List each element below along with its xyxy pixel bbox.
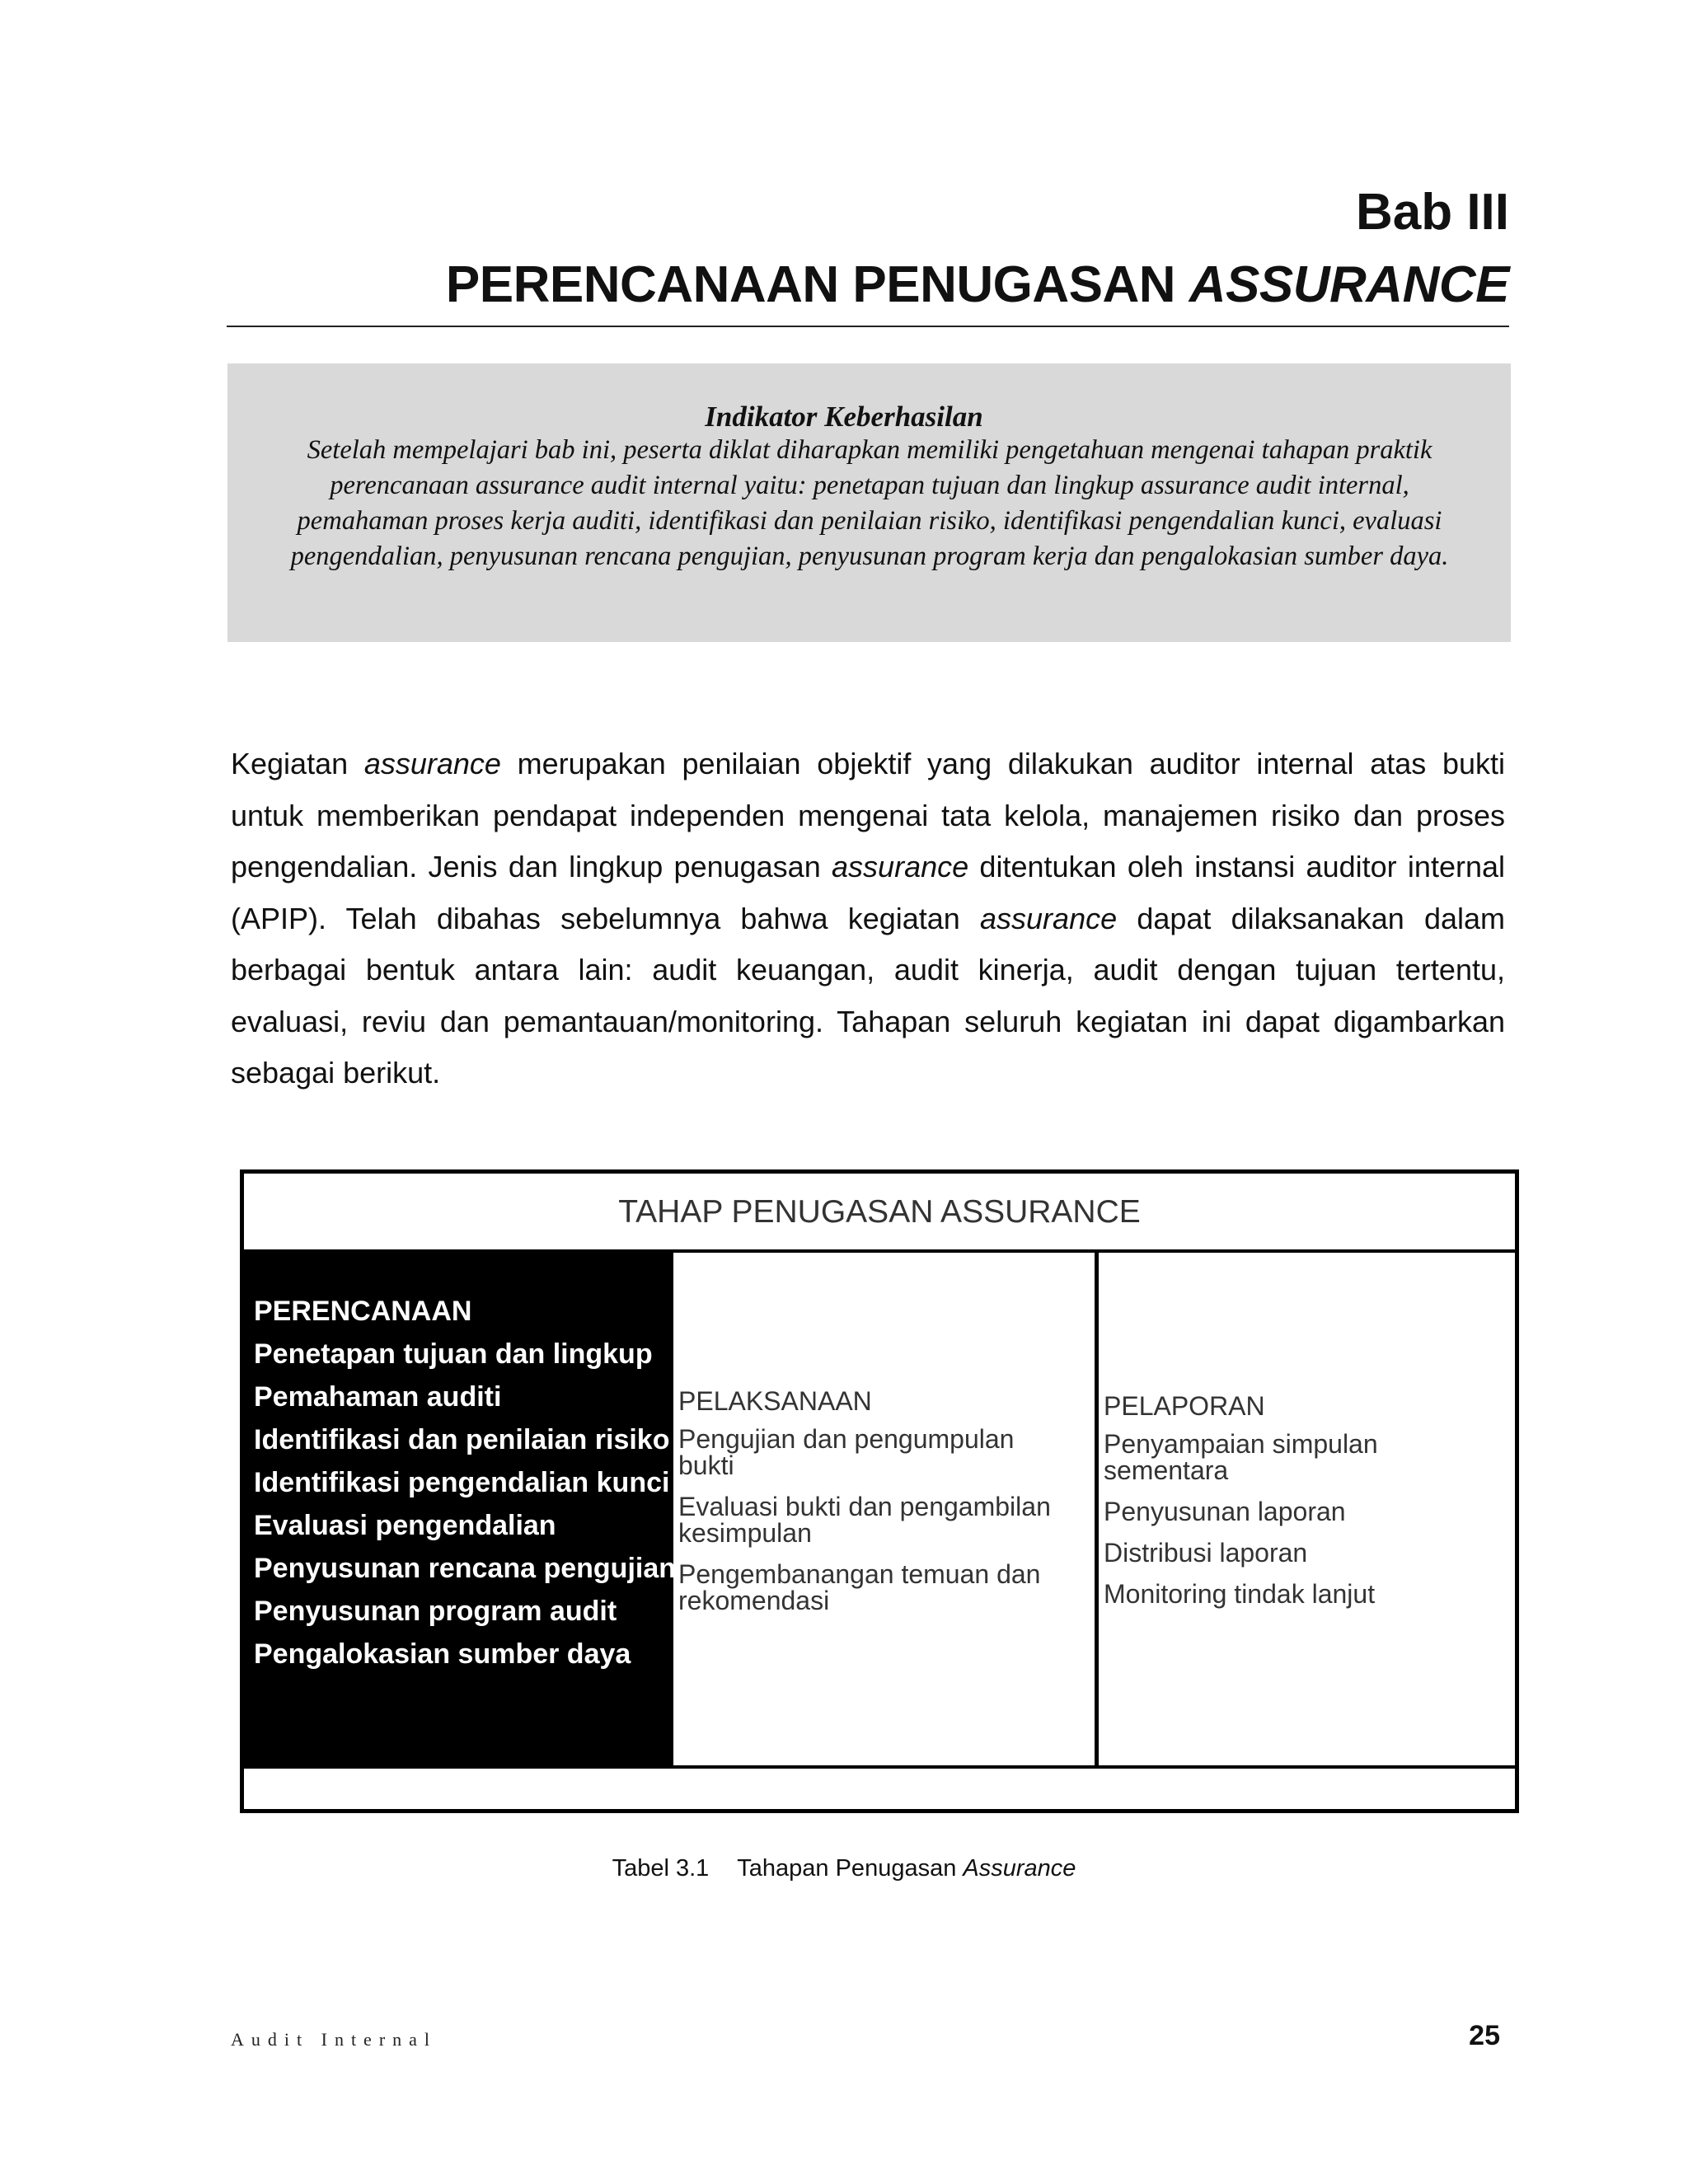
perencanaan-column: [254, 1290, 676, 1675]
perencanaan-item: Penyusunan program audit: [254, 1596, 617, 1627]
footer-book-title: Audit Internal: [231, 2029, 438, 2050]
para-italic-2: assurance: [832, 850, 969, 883]
pelaksanaan-item: Pengujian dan pengumpulan bukti: [678, 1424, 1015, 1480]
caption-text: Tahapan Penugasan: [737, 1855, 964, 1882]
para-italic-1: assurance: [363, 747, 501, 780]
stages-diagram: [240, 1169, 1519, 1813]
pelaporan-column: [1104, 1390, 1433, 1622]
pelaksanaan-item: Pengembanangan temuan dan rekomendasi: [678, 1559, 1041, 1615]
indicator-text: Setelah mempelajari bab ini, peserta diklat diharapkan memiliki pengetahuan mengenai tahapan praktik perencanaan assurance audit internal yaitu: penetapan tujuan dan lingkup assurance audit internal, pemahaman proses kerja auditi, identifikasi dan penilaian risiko, identifikasi pengendalian kunci, evaluasi pengendalian, penyusunan rencana pengujian, penyusunan program kerja dan pengalokasian sumber daya.: [290, 435, 1449, 571]
para-seg-2: merupakan penilaian objektif yang dilakukan auditor internal atas bukti untuk memberikan pendapat independen mengenai tata kelola, manajemen risiko dan proses pengendalian. Jenis dan lingkup penugasan: [231, 747, 1505, 883]
perencanaan-item: Penyusunan rencana pengujian: [254, 1553, 677, 1584]
perencanaan-item: Pengalokasian sumber daya: [254, 1638, 631, 1670]
perencanaan-item: Pemahaman auditi: [254, 1381, 502, 1413]
chapter-title-italic: ASSURANCE: [1189, 256, 1509, 313]
caption-label: Tabel 3.1: [612, 1855, 710, 1882]
caption-italic: Assurance: [963, 1855, 1076, 1882]
pelaporan-item: Distribusi laporan: [1104, 1538, 1308, 1568]
diagram-footer-divider: [244, 1765, 1515, 1769]
para-seg-1: Kegiatan: [231, 747, 364, 780]
para-seg-4: dapat dilaksanakan dalam berbagai bentuk antara lain: audit keuangan, audit kinerja, audit dengan tujuan tertentu, evaluasi, reviu dan pemantauan/monitoring. Tahapan seluruh kegiatan ini dapat digambarkan sebagai berikut.: [231, 901, 1505, 1090]
column-divider-2: [1095, 1251, 1099, 1767]
pelaksanaan-column: [678, 1385, 1074, 1629]
pelaksanaan-heading: PELAKSANAAN: [678, 1386, 872, 1416]
body-paragraph: [231, 738, 1505, 1099]
para-italic-3: assurance: [980, 901, 1118, 935]
title-rule: [227, 326, 1509, 327]
chapter-number: Bab III: [1355, 184, 1509, 241]
chapter-title-main: PERENCANAAN PENUGASAN: [445, 256, 1189, 313]
perencanaan-item: Evaluasi pengendalian: [254, 1510, 556, 1541]
pelaporan-item: Penyusunan laporan: [1104, 1497, 1346, 1526]
perencanaan-item: Identifikasi pengendalian kunci: [254, 1467, 670, 1498]
page-number: 25: [1469, 2020, 1500, 2051]
table-caption: [0, 1855, 1688, 1882]
perencanaan-item: Identifikasi dan penilaian risiko: [254, 1424, 670, 1455]
pelaksanaan-item: Evaluasi bukti dan pengambilan kesimpulan: [678, 1492, 1051, 1548]
pelaporan-item: Monitoring tindak lanjut: [1104, 1579, 1376, 1609]
perencanaan-item: Penetapan tujuan dan lingkup: [254, 1338, 653, 1370]
para-seg-3: ditentukan oleh instansi auditor internal (APIP). Telah dibahas sebelumnya bahwa kegiatan: [231, 850, 1505, 935]
indicator-heading: Indikator Keberhasilan: [705, 401, 983, 433]
pelaporan-item: Penyampaian simpulan sementara: [1104, 1429, 1378, 1485]
perencanaan-heading: PERENCANAAN: [254, 1296, 472, 1327]
pelaporan-heading: PELAPORAN: [1104, 1391, 1265, 1421]
chapter-title: [446, 255, 1509, 314]
diagram-title: TAHAP PENUGASAN ASSURANCE: [618, 1194, 1141, 1230]
